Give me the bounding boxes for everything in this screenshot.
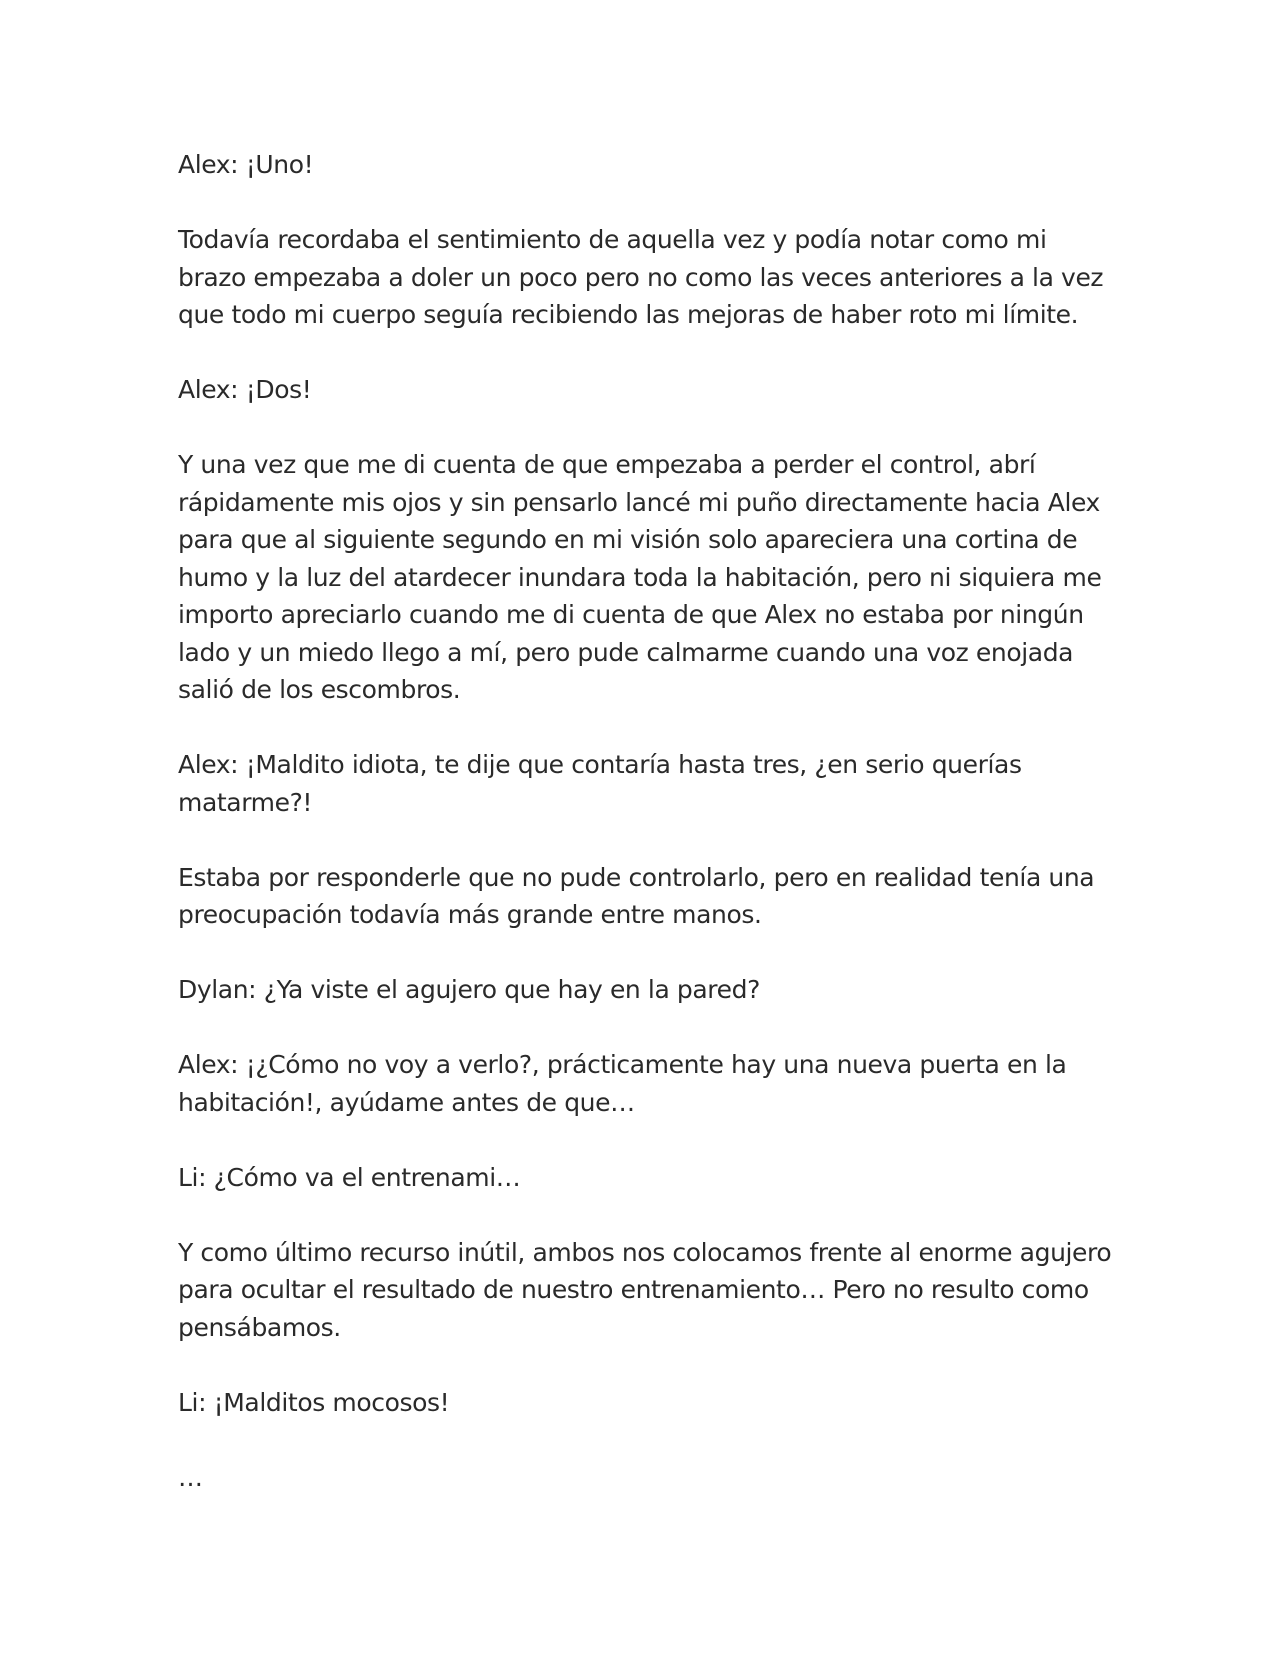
paragraph: Estaba por responderle que no pude controlarlo, pero en realidad tenía una preocupación todavía más grande entre manos.: [178, 862, 1095, 929]
paragraph: Li: ¡Malditos mocosos!: [178, 1387, 450, 1417]
paragraph: Alex: ¡Dos!: [178, 375, 312, 404]
document-page: [178, 146, 1118, 1534]
paragraph: Alex: ¡Uno!: [178, 150, 314, 179]
paragraph: Dylan: ¿Ya viste el agujero que hay en la pared?: [178, 975, 760, 1004]
paragraph: Li: ¿Cómo va el entrenami…: [178, 1162, 521, 1192]
paragraph: Alex: ¡¿Cómo no voy a verlo?, prácticamente hay una nueva puerta en la habitación!, ayúdame antes de que…: [178, 1050, 1067, 1117]
paragraph: Alex: ¡Maldito idiota, te dije que contaría hasta tres, ¿en serio querías matarme?!: [178, 750, 1022, 817]
paragraph: Y como último recurso inútil, ambos nos colocamos frente al enorme agujero para ocultar el resultado de nuestro entrenamiento… Pero no resulto como pensábamos.: [178, 1237, 1112, 1342]
paragraph: Y una vez que me di cuenta de que empezaba a perder el control, abrí rápidamente mis ojos y sin pensarlo lancé mi puño directamente hacia Alex para que al siguiente segundo en mi visión solo apareciera una cortina de humo y la luz del atardecer inundara toda la habitación, pero ni siquiera me importo apreciarlo cuando me di cuenta de que Alex no estaba por ningún lado y un miedo llego a mí, pero pude calmarme cuando una voz enojada salió de los escombros.: [178, 450, 1102, 704]
paragraph: …: [178, 1462, 203, 1492]
paragraph: Todavía recordaba el sentimiento de aquella vez y podía notar como mi brazo empezaba a doler un poco pero no como las veces anteriores a la vez que todo mi cuerpo seguía recibiendo las mejoras de haber roto mi límite.: [178, 225, 1104, 329]
